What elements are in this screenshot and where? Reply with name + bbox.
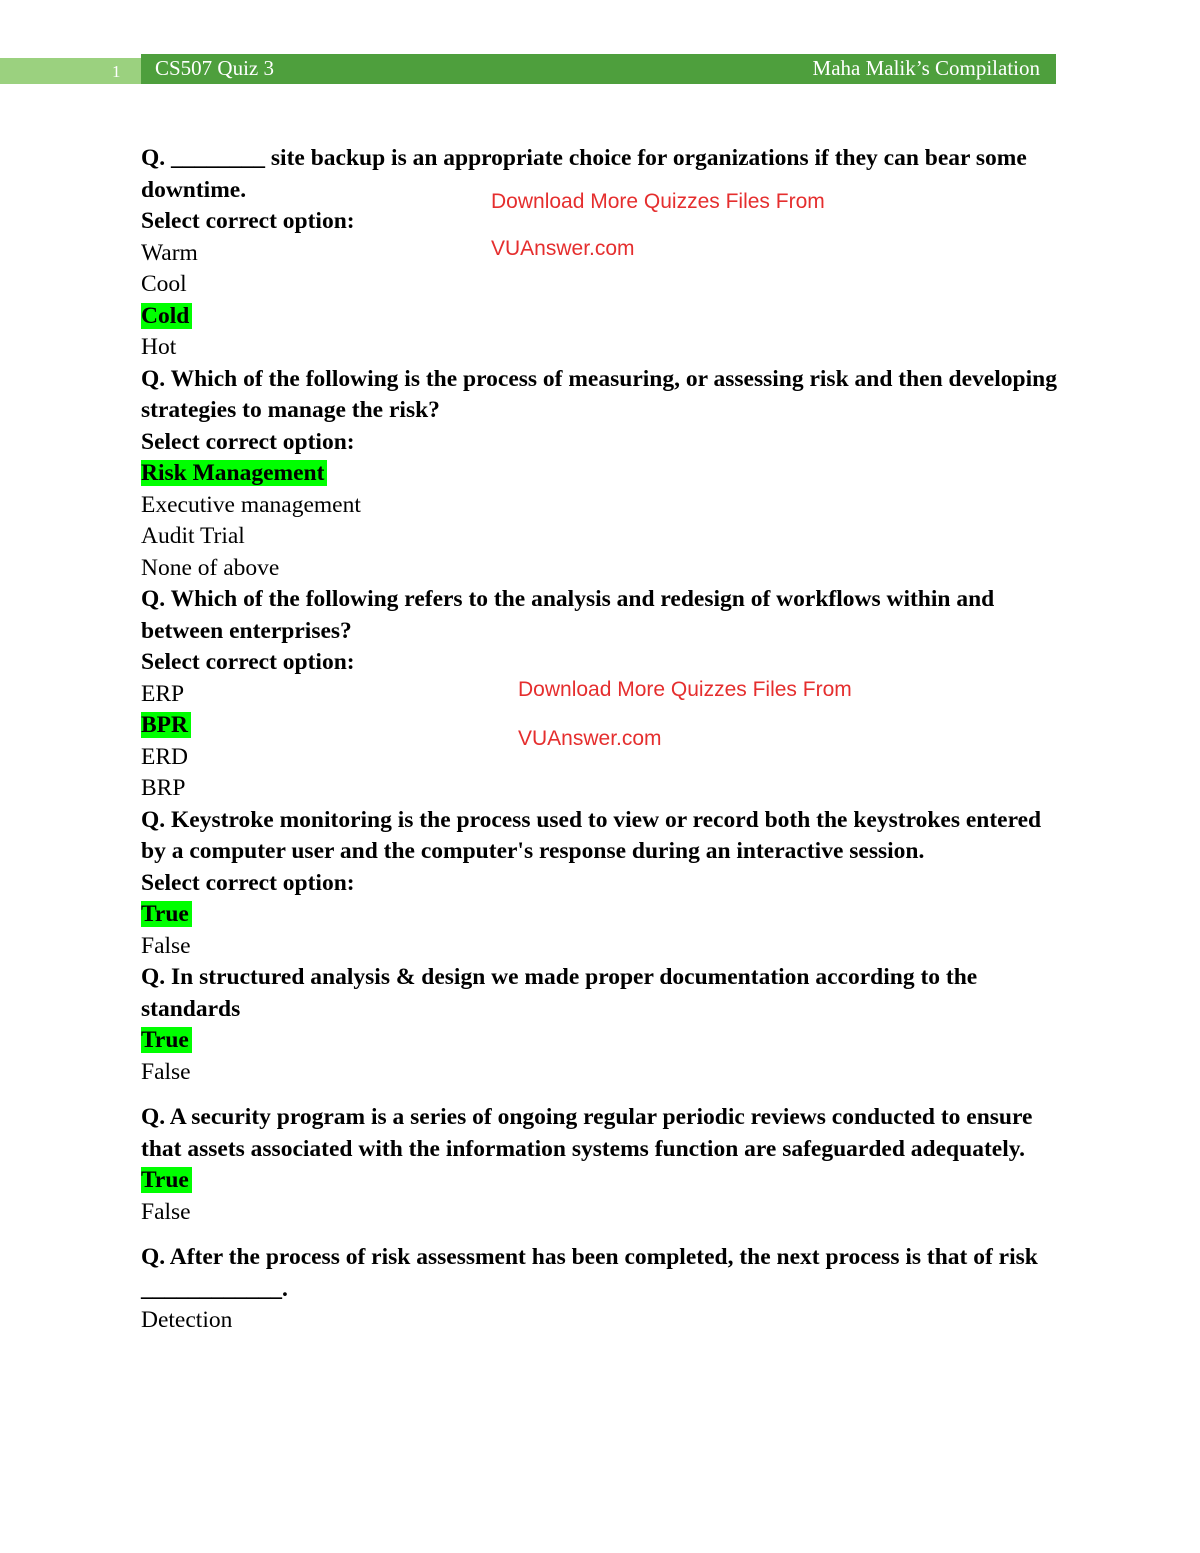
option-correct: True: [141, 899, 1066, 931]
option: Cool: [141, 271, 187, 297]
option: BRP: [141, 775, 186, 801]
question-3-prompt: Select correct option:: [141, 649, 355, 675]
option-correct: True: [141, 1165, 1066, 1197]
question-5: Q. In structured analysis & design we made proper documentation according to the standards: [141, 964, 978, 1022]
question-3: Q. Which of the following refers to the analysis and redesign of workflows within and between enterprises?: [141, 586, 995, 644]
option: Hot: [141, 334, 177, 360]
document-title: CS507 Quiz 3: [155, 56, 275, 80]
option: Detection: [141, 1307, 233, 1333]
question-6: Q. A security program is a series of ongoing regular periodic reviews conducted to ensure that assets associated with the information systems function are safeguarded adequately.: [141, 1104, 1033, 1162]
question-7: Q. After the process of risk assessment has been completed, the next process is that of risk ____________.: [141, 1244, 1038, 1302]
option: False: [141, 1198, 191, 1225]
watermark-line-1: Download More Quizzes Files From: [491, 190, 825, 213]
option-correct: Risk Management: [141, 458, 1066, 490]
option: False: [141, 1058, 191, 1085]
question-4-prompt: Select correct option:: [141, 869, 355, 896]
option: False: [141, 932, 191, 959]
question-2-prompt: Select correct option:: [141, 428, 355, 455]
option-correct: True: [141, 1025, 1066, 1057]
option: None of above: [141, 554, 280, 581]
watermark-line-1: Download More Quizzes Files From: [518, 678, 852, 701]
watermark-line-2: VUAnswer.com: [491, 237, 635, 260]
page-number: 1: [112, 62, 121, 81]
question-1-prompt: Select correct option:: [141, 208, 355, 234]
option-correct: Cold: [141, 301, 1066, 333]
option: ERP: [141, 680, 185, 707]
question-4: Q. Keystroke monitoring is the process used to view or record both the keystrokes entered by a computer user and the computer's response during an interactive session.: [141, 806, 1042, 864]
watermark-line-2: VUAnswer.com: [518, 727, 662, 750]
option: Audit Trial: [141, 523, 245, 549]
option: Warm: [141, 239, 198, 266]
option: Executive management: [141, 491, 361, 518]
document-author: Maha Malik’s Compilation: [812, 56, 1040, 80]
option-correct: BPR: [141, 710, 1066, 742]
question-1: Q. ________ site backup is an appropriate choice for organizations if they can bear some downtime.: [141, 145, 1027, 203]
question-2: Q. Which of the following is the process of measuring, or assessing risk and then developing strategies to manage the risk?: [141, 365, 1057, 423]
option: ERD: [141, 743, 188, 770]
